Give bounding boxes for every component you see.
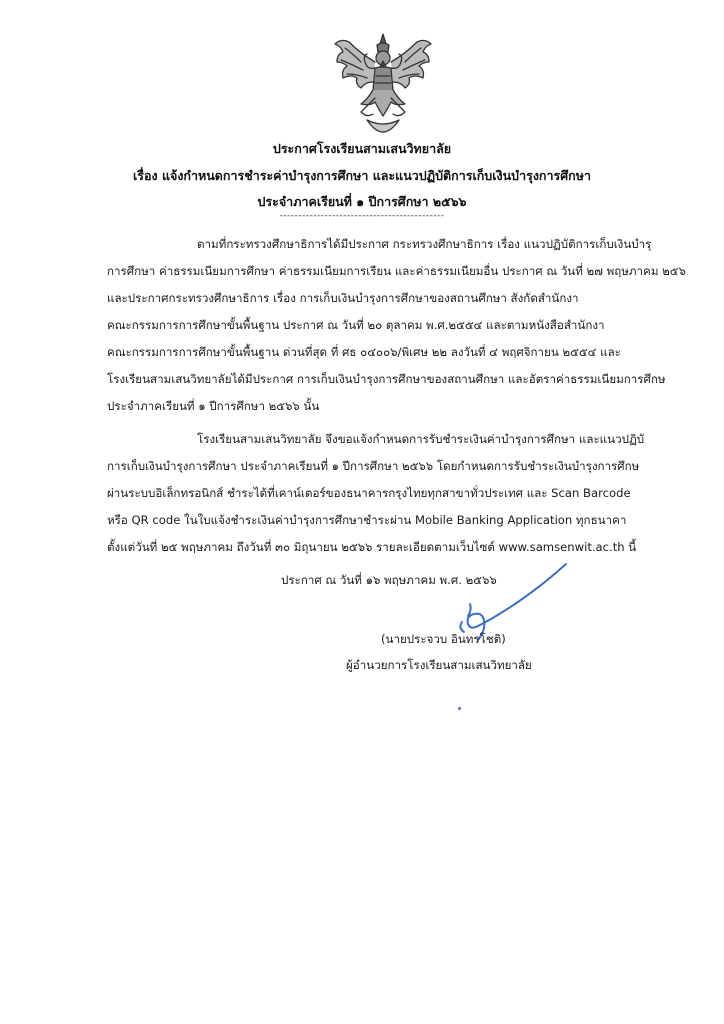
- announcement-term: ประจำภาคเรียนที่ ๑ ปีการศึกษา ๒๕๖๖: [257, 194, 467, 209]
- announcement-title: ประกาศโรงเรียนสามเสนวิทยาลัย: [272, 141, 452, 156]
- announcement-subject: เรื่อง แจ้งกำหนดการชำระค่าบำรุงการศึกษา และแนวปฏิบัติการเก็บเงินบำรุงการศึกษา: [133, 168, 591, 183]
- paragraph1-line: คณะกรรมการการศึกษาขั้นพื้นฐาน ด่วนที่สุด ที่ ศธ ๐๔๐๐๖/พิเศษ ๒๒ ลงวันที่ ๔ พฤศจิกายน ๒๕๕๔ และ: [107, 345, 621, 359]
- paragraph2-line: การเก็บเงินบำรุงการศึกษา ประจำภาคเรียนที่ ๑ ปีการศึกษา ๒๕๖๖ โดยกำหนดการรับชำระเงินบำรุงการศึกษ: [107, 459, 640, 473]
- paragraph1-line: การศึกษา ค่าธรรมเนียมการศึกษา ค่าธรรมเนียมการเรียน และค่าธรรมเนียมอื่น ประกาศ ณ วันที่ ๒๗ พฤษภาคม ๒๕๖: [107, 264, 686, 278]
- paragraph1-line: โรงเรียนสามเสนวิทยาลัยได้มีประกาศ การเก็บเงินบำรุงการศึกษาของสถานศึกษา และอัตราค่าธรรมเนียมการศึกษ: [107, 372, 666, 386]
- garuda-emblem-icon: [331, 32, 435, 134]
- paragraph1-line: ตามที่กระทรวงศึกษาธิการได้มีประกาศ กระทรวงศึกษาธิการ เรื่อง แนวปฏิบัติการเก็บเงินบำรุ: [197, 237, 652, 251]
- paragraph2-line: หรือ QR code ในใบแจ้งชำระเงินค่าบำรุงการศึกษาชำระผ่าน Mobile Banking Application ทุกธนาคา: [107, 513, 627, 527]
- title-separator: --------------------------------------------: [279, 211, 445, 221]
- paragraph1-line: คณะกรรมการการศึกษาขั้นพื้นฐาน ประกาศ ณ วันที่ ๒๐ ตุลาคม พ.ศ.๒๕๕๔ และตามหนังสือสำนักงา: [107, 318, 605, 332]
- ink-dot: [458, 707, 461, 710]
- paragraph2-line: โรงเรียนสามเสนวิทยาลัย จึงขอแจ้งกำหนดการรับชำระเงินค่าบำรุงการศึกษา และแนวปฏิบั: [197, 432, 645, 446]
- announcement-date: ประกาศ ณ วันที่ ๑๖ พฤษภาคม พ.ศ. ๒๕๖๖: [281, 573, 497, 587]
- signer-name: (นายประจวบ อินทรโชติ): [381, 632, 506, 646]
- signer-position: ผู้อำนวยการโรงเรียนสามเสนวิทยาลัย: [346, 658, 532, 672]
- paragraph2-line: ผ่านระบบอิเล็กทรอนิกส์ ชำระได้ที่เคาน์เตอร์ของธนาคารกรุงไทยทุกสาขาทั่วประเทศ และ Scan Barcode: [107, 486, 631, 500]
- paragraph1-line: และประกาศกระทรวงศึกษาธิการ เรื่อง การเก็บเงินบำรุงการศึกษาของสถานศึกษา สังกัดสำนักงา: [107, 291, 579, 305]
- paragraph2-line: ตั้งแต่วันที่ ๒๕ พฤษภาคม ถึงวันที่ ๓๐ มิถุนายน ๒๕๖๖ รายละเอียดตามเว็บไซต์ www.samsenwit.ac.th นี้: [107, 540, 637, 554]
- paragraph1-line: ประจำภาคเรียนที่ ๑ ปีการศึกษา ๒๕๖๖ นั้น: [107, 399, 320, 413]
